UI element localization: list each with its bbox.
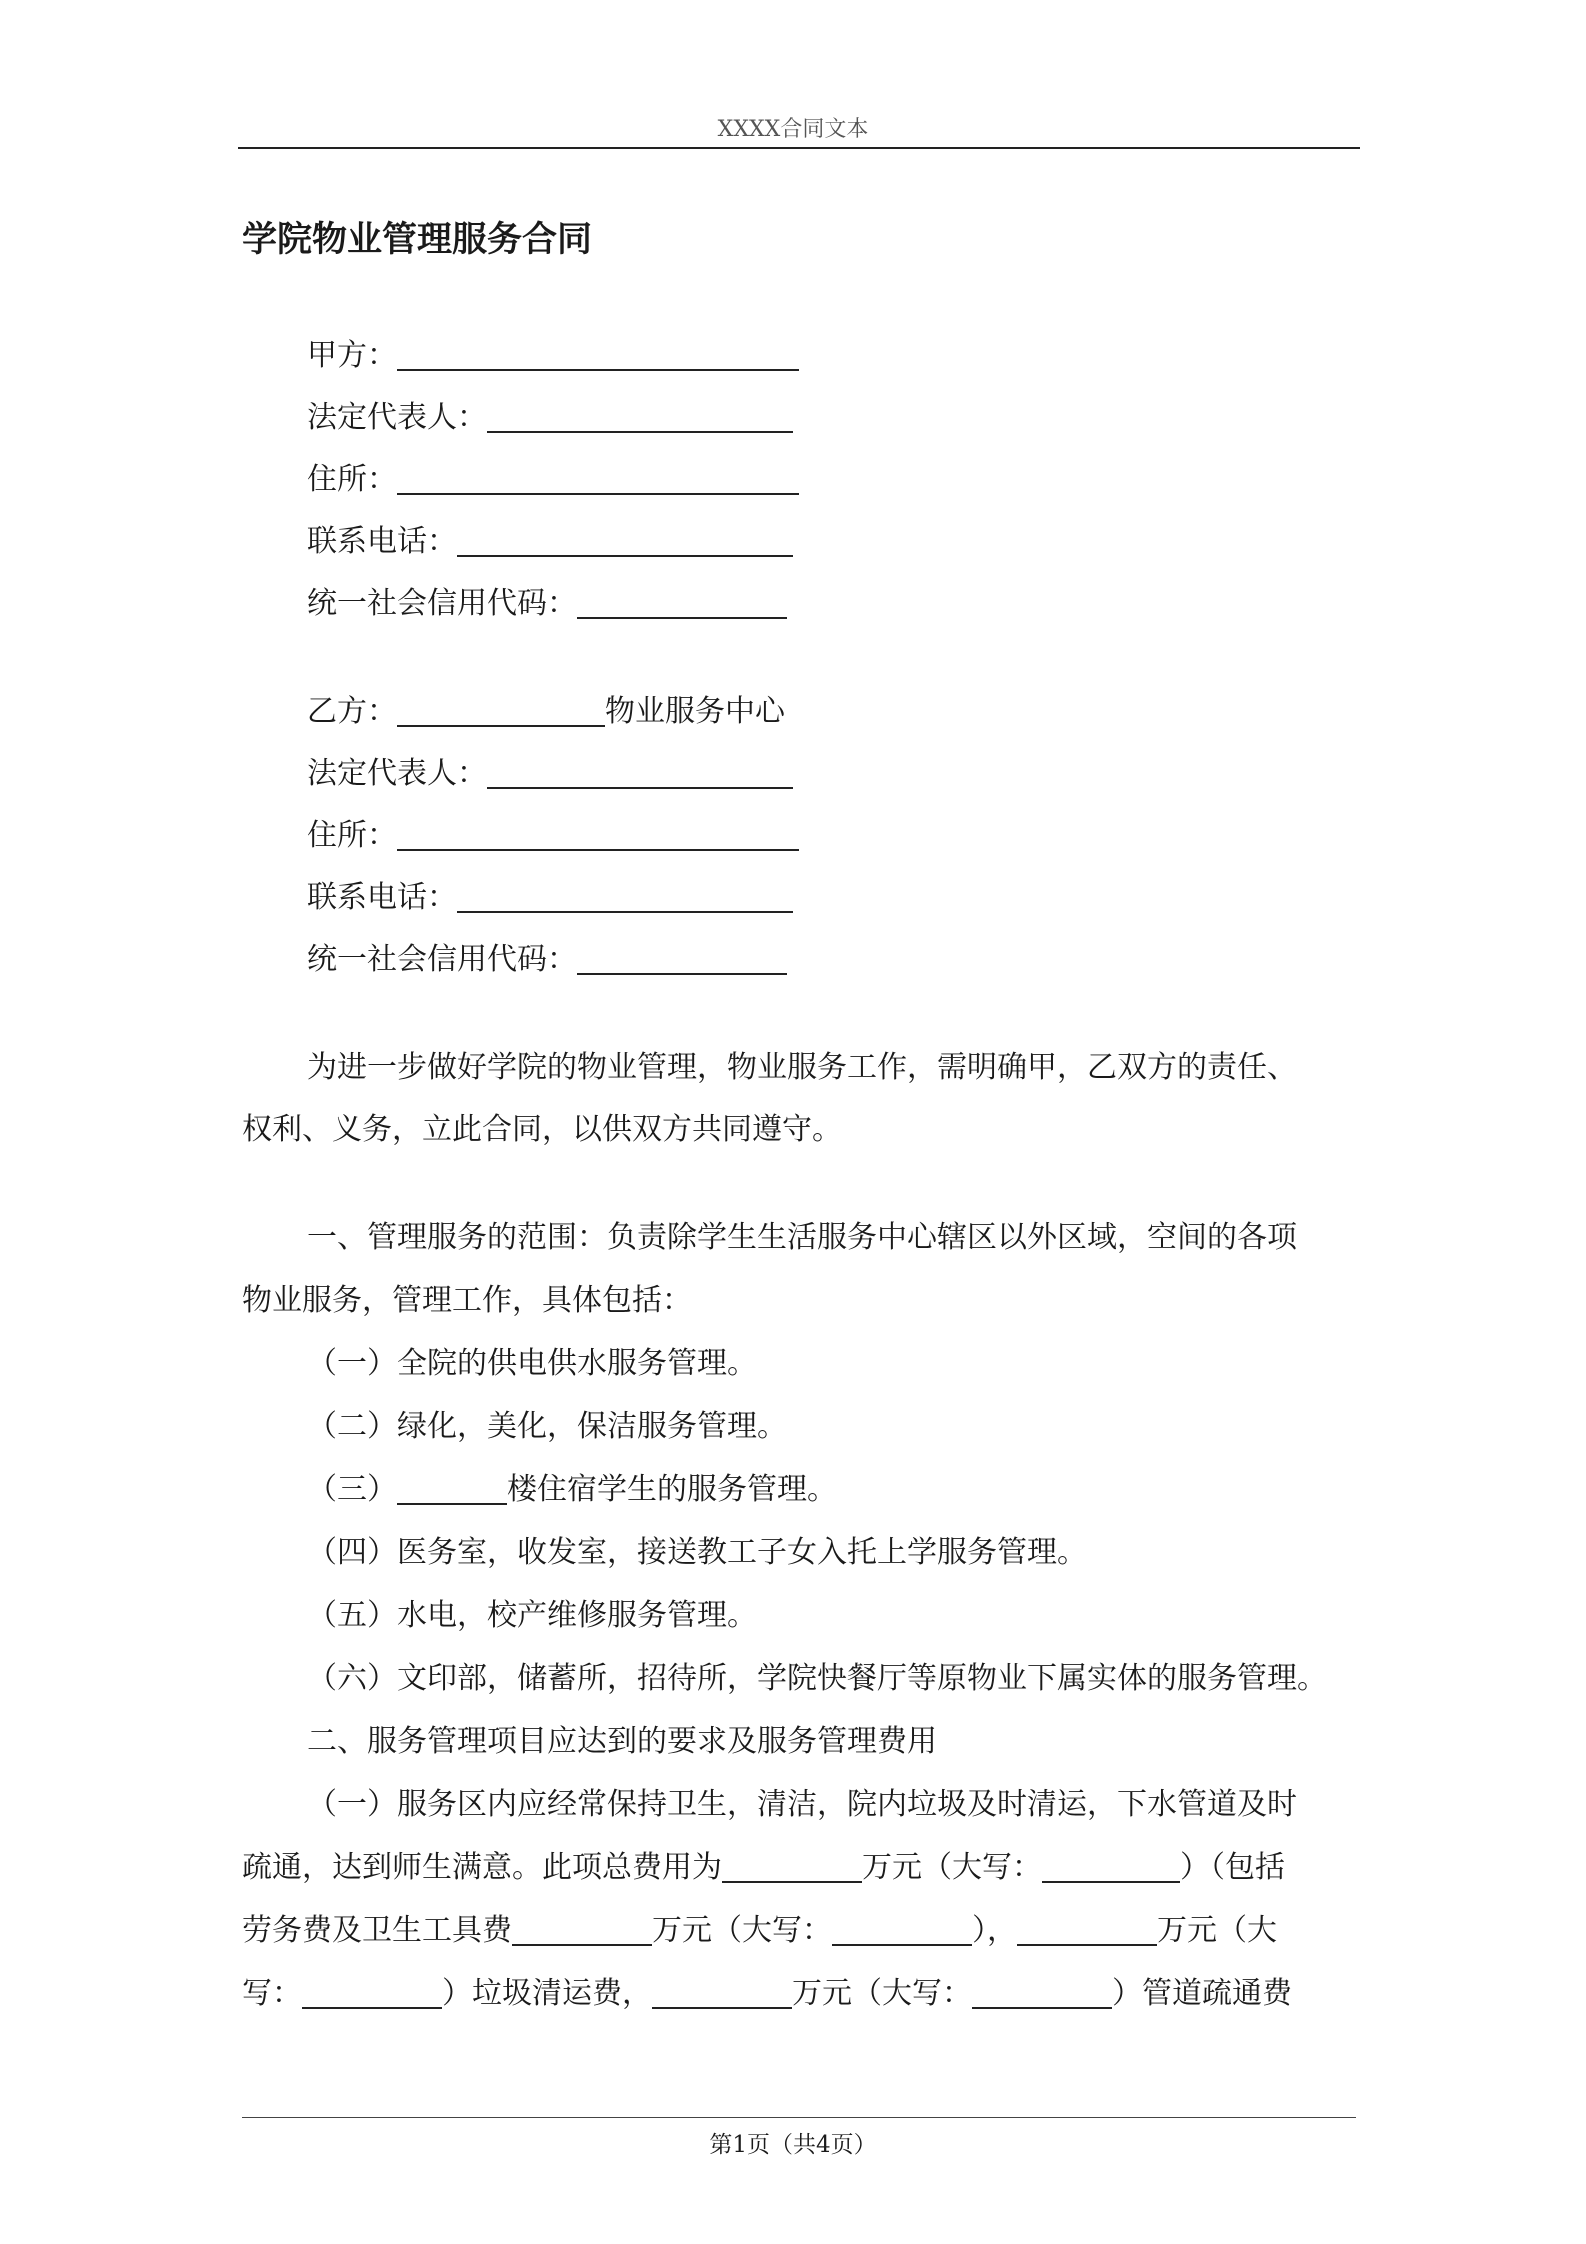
section1-item-1: （一）全院的供电供水服务管理。 — [307, 1346, 757, 1381]
labor-fee-blank[interactable] — [512, 1914, 652, 1946]
party-b-address-label: 住所： — [307, 818, 397, 853]
preamble-line-2: 权利、义务，立此合同，以供双方共同遵守。 — [242, 1112, 842, 1147]
garbage-fee-words-blank[interactable] — [302, 1977, 442, 2009]
party-b-credit-blank[interactable] — [577, 943, 787, 975]
party-a-rep-label: 法定代表人： — [307, 400, 487, 435]
party-a-credit-field — [307, 578, 787, 622]
text-segment: 疏通，达到师生满意。此项总费用为 — [242, 1850, 722, 1885]
section2-p1-line-4 — [242, 1968, 1292, 2012]
party-a-name-blank[interactable] — [397, 339, 799, 371]
building-blank[interactable] — [397, 1473, 507, 1505]
page-header: XXXX合同文本 — [717, 117, 869, 142]
section1-item-3-prefix: （三） — [307, 1472, 397, 1507]
party-b-rep-blank[interactable] — [487, 757, 793, 789]
labor-fee-words-blank[interactable] — [832, 1914, 972, 1946]
text-segment: 万元（大写： — [652, 1913, 832, 1948]
party-b-name-field — [307, 686, 785, 730]
party-a-address-field — [307, 454, 799, 498]
footer-divider — [242, 2117, 1356, 2118]
text-segment: 劳务费及卫生工具费 — [242, 1913, 512, 1948]
party-b-address-field — [307, 810, 799, 854]
total-fee-blank[interactable] — [722, 1851, 862, 1883]
party-b-address-blank[interactable] — [397, 819, 799, 851]
text-segment: ）， — [972, 1913, 1017, 1948]
total-fee-words-blank[interactable] — [1042, 1851, 1180, 1883]
text-segment: 万元（大 — [1157, 1913, 1277, 1948]
preamble-line-1: 为进一步做好学院的物业管理，物业服务工作，需明确甲，乙双方的责任、 — [307, 1050, 1297, 1085]
party-b-name-blank[interactable] — [397, 695, 605, 727]
party-b-name-suffix: 物业服务中心 — [605, 694, 785, 729]
party-a-address-label: 住所： — [307, 462, 397, 497]
section1-item-5: （五）水电，校产维修服务管理。 — [307, 1598, 757, 1633]
party-b-credit-label: 统一社会信用代码： — [307, 942, 577, 977]
party-a-credit-blank[interactable] — [577, 587, 787, 619]
party-a-address-blank[interactable] — [397, 463, 799, 495]
section1-item-3 — [307, 1464, 837, 1508]
party-a-rep-blank[interactable] — [487, 401, 793, 433]
text-segment: 万元（大写： — [862, 1850, 1042, 1885]
text-segment: ）（包括 — [1180, 1850, 1285, 1885]
party-b-credit-field — [307, 934, 787, 978]
pipe-fee-words-blank[interactable] — [972, 1977, 1112, 2009]
section1-item-6: （六）文印部，储蓄所，招待所，学院快餐厅等原物业下属实体的服务管理。 — [307, 1661, 1327, 1696]
party-b-rep-field — [307, 748, 793, 792]
party-b-rep-label: 法定代表人： — [307, 756, 487, 791]
page-footer: 第1页（共4页） — [709, 2132, 877, 2158]
text-segment: 万元（大写： — [792, 1976, 972, 2011]
party-b-phone-blank[interactable] — [457, 881, 793, 913]
section1-line-1: 一、管理服务的范围：负责除学生生活服务中心辖区以外区域，空间的各项 — [307, 1220, 1297, 1255]
section2-heading: 二、服务管理项目应达到的要求及服务管理费用 — [307, 1724, 937, 1759]
text-segment: ）垃圾清运费， — [442, 1976, 652, 2011]
party-a-phone-blank[interactable] — [457, 525, 793, 557]
section2-p1-line-1: （一）服务区内应经常保持卫生，清洁，院内垃圾及时清运，下水管道及时 — [307, 1787, 1297, 1822]
section1-item-4: （四）医务室，收发室，接送教工子女入托上学服务管理。 — [307, 1535, 1087, 1570]
party-a-phone-field — [307, 516, 793, 560]
section1-item-3-suffix: 楼住宿学生的服务管理。 — [507, 1472, 837, 1507]
party-a-name-field — [307, 330, 799, 374]
header-divider — [238, 147, 1360, 149]
party-b-phone-field — [307, 872, 793, 916]
party-a-phone-label: 联系电话： — [307, 524, 457, 559]
party-b-name-label: 乙方： — [307, 694, 397, 729]
section1-item-2: （二）绿化，美化，保洁服务管理。 — [307, 1409, 787, 1444]
text-segment: ）管道疏通费 — [1112, 1976, 1292, 2011]
pipe-fee-blank[interactable] — [652, 1977, 792, 2009]
section1-line-2: 物业服务，管理工作，具体包括： — [242, 1283, 692, 1318]
garbage-fee-blank[interactable] — [1017, 1914, 1157, 1946]
party-a-rep-field — [307, 392, 793, 436]
section2-p1-line-3 — [242, 1905, 1277, 1949]
party-a-credit-label: 统一社会信用代码： — [307, 586, 577, 621]
party-b-phone-label: 联系电话： — [307, 880, 457, 915]
section2-p1-line-2 — [242, 1842, 1285, 1886]
party-a-name-label: 甲方： — [307, 338, 397, 373]
text-segment: 写： — [242, 1976, 302, 2011]
document-title: 学院物业管理服务合同 — [242, 219, 593, 260]
